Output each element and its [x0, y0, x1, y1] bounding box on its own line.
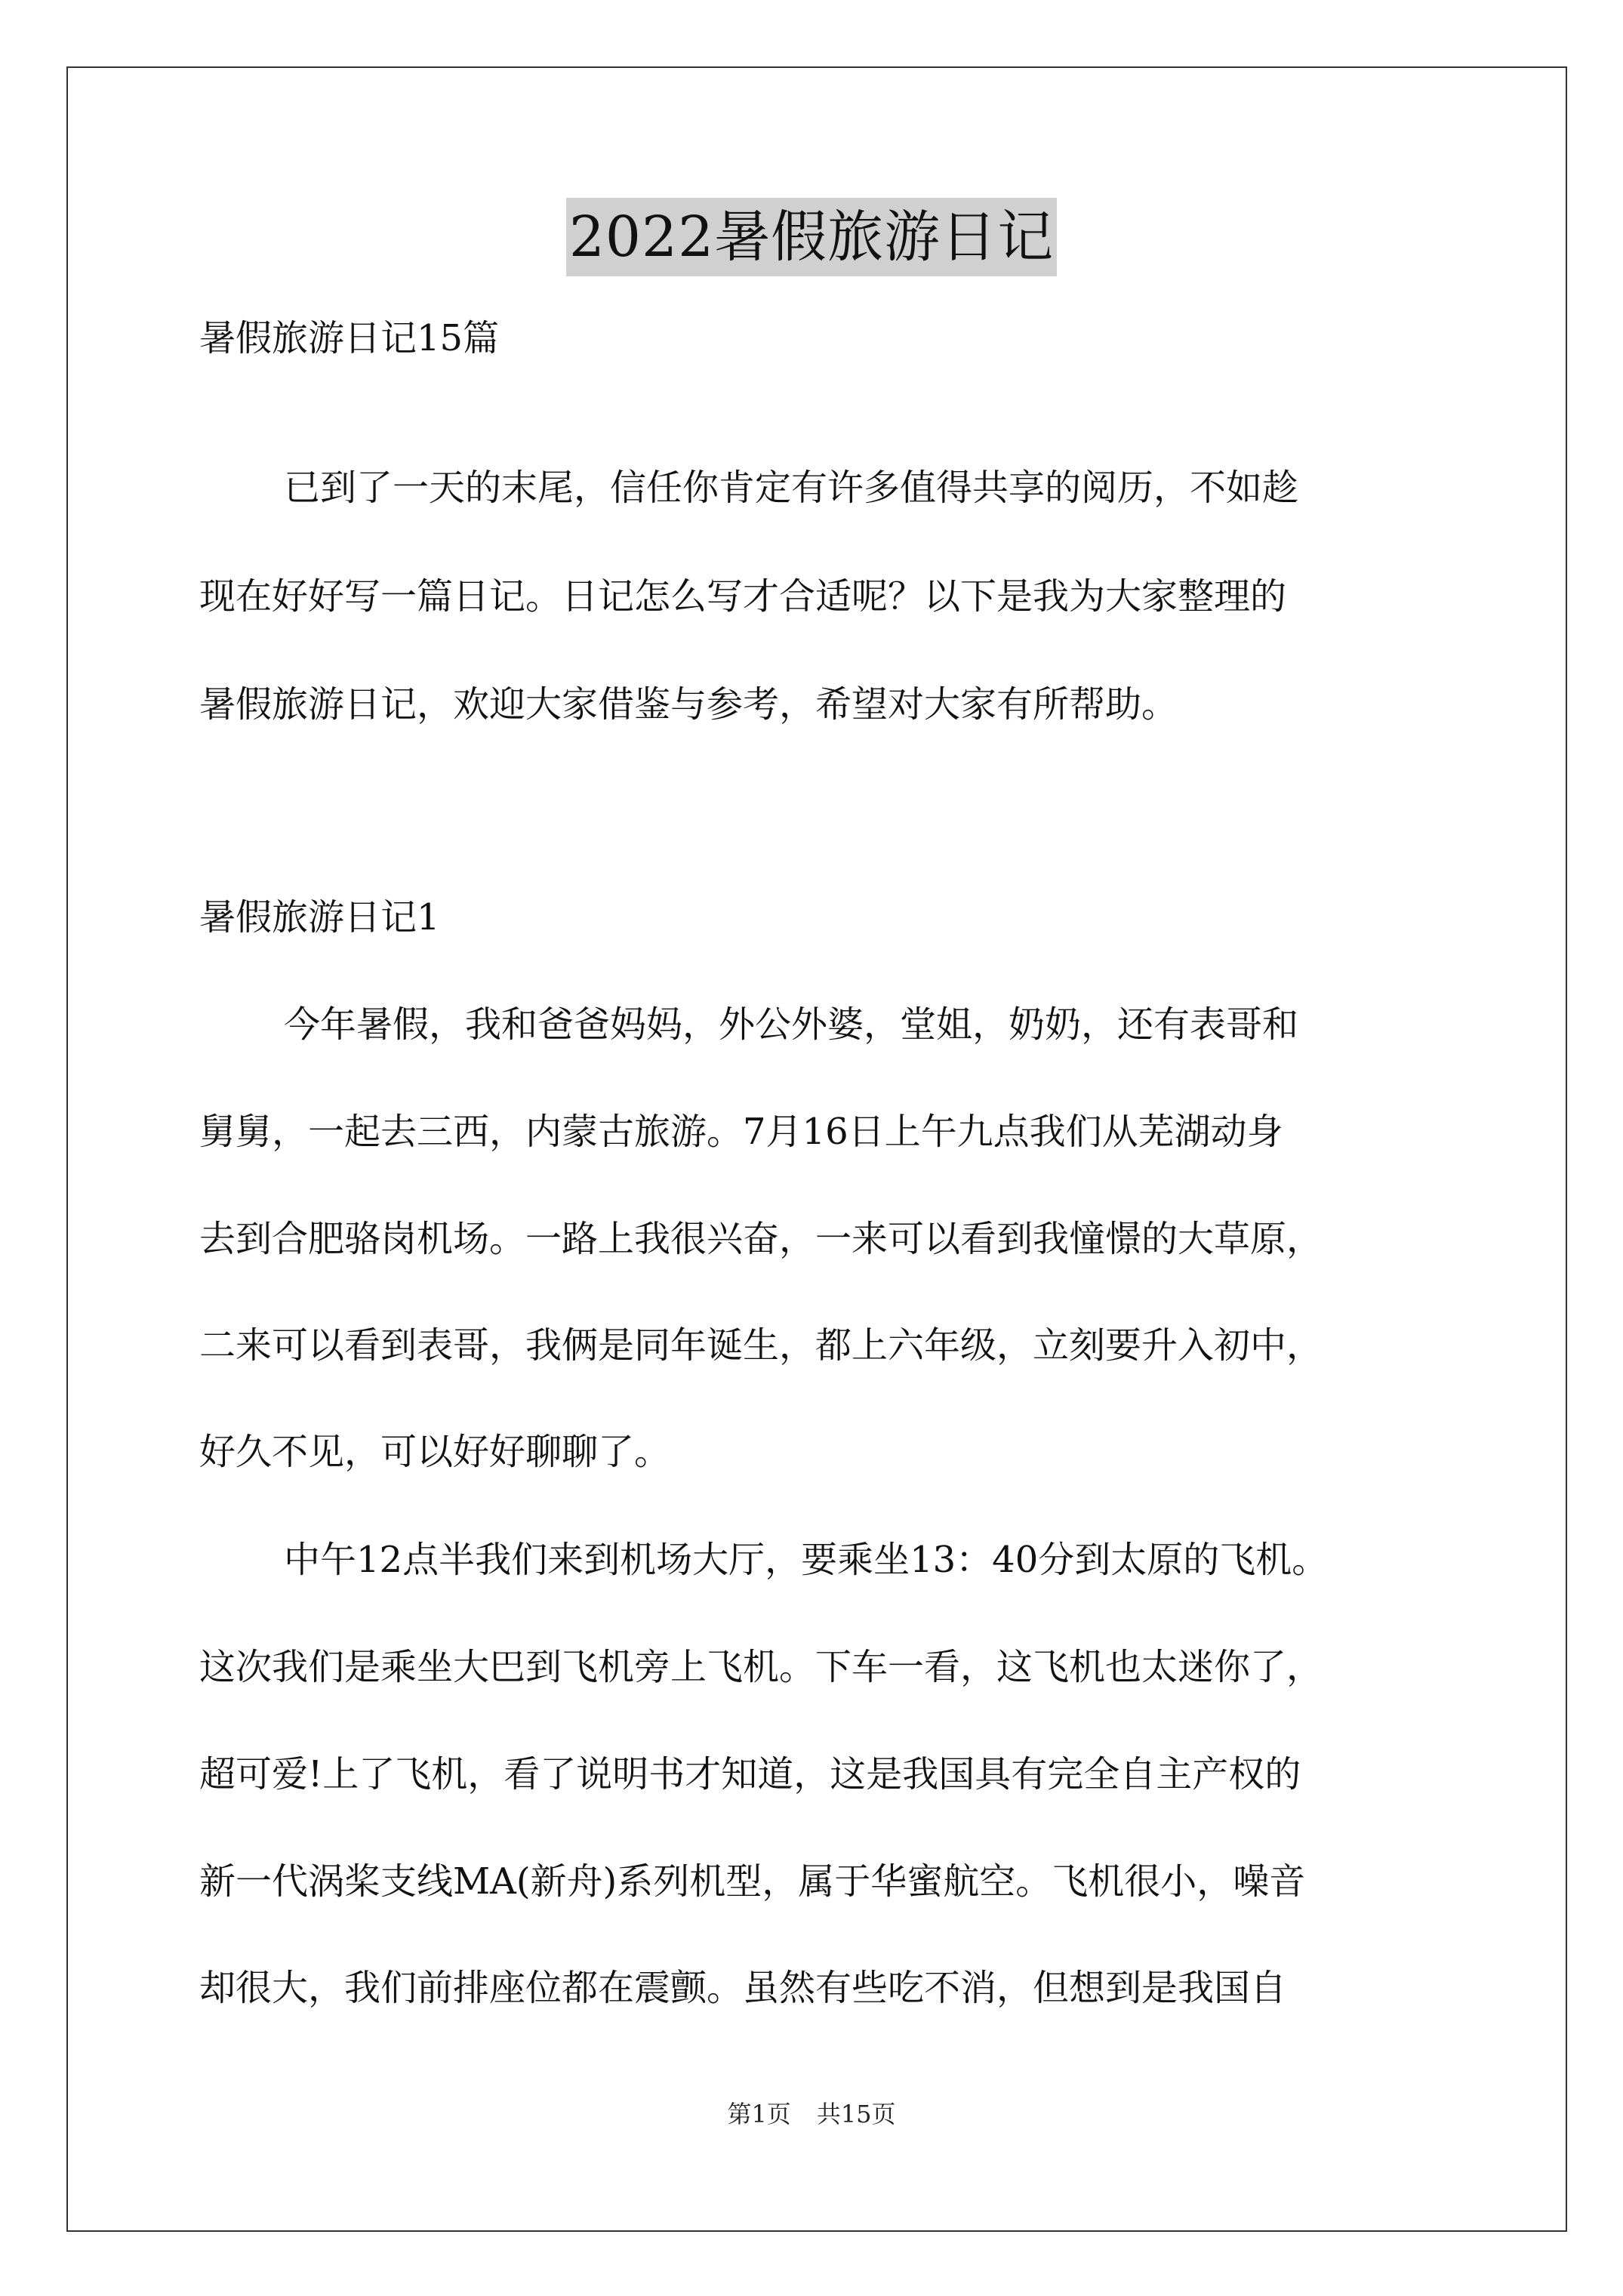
page-number: 第1页	[727, 2100, 791, 2128]
paragraph2-line-2: 这次我们是乘坐大巴到飞机旁上飞机。下车一看，这飞机也太迷你了，	[199, 1646, 1323, 1688]
document-title: 2022暑假旅游日记	[566, 198, 1057, 276]
paragraph1-line-1: 今年暑假，我和爸爸妈妈，外公外婆，堂姐，奶奶，还有表哥和	[284, 1003, 1299, 1046]
section-heading: 暑假旅游日记1	[199, 896, 440, 938]
page-total: 共15页	[816, 2100, 896, 2128]
intro-line-1: 已到了一天的末尾，信任你肯定有许多值得共享的阅历，不如趁	[284, 467, 1299, 509]
document-subtitle: 暑假旅游日记15篇	[199, 317, 500, 359]
intro-line-2: 现在好好写一篇日记。日记怎么写才合适呢？以下是我为大家整理的	[199, 575, 1287, 618]
paragraph1-line-4: 二来可以看到表哥，我俩是同年诞生，都上六年级，立刻要升入初中，	[199, 1324, 1323, 1367]
paragraph2-line-5: 却很大，我们前排座位都在震颤。虽然有些吃不消，但想到是我国自	[199, 1967, 1287, 2009]
title-container	[0, 198, 1623, 276]
paragraph1-line-5: 好久不见，可以好好聊聊了。	[199, 1431, 671, 1473]
intro-line-3: 暑假旅游日记，欢迎大家借鉴与参考，希望对大家有所帮助。	[199, 683, 1178, 726]
paragraph2-line-4: 新一代涡桨支线MA(新舟)系列机型，属于华蜜航空。飞机很小，噪音	[199, 1860, 1306, 1903]
paragraph2-line-3: 超可爱!上了飞机，看了说明书才知道，这是我国具有完全自主产权的	[199, 1753, 1301, 1795]
paragraph1-line-2: 舅舅，一起去三西，内蒙古旅游。7月16日上午九点我们从芜湖动身	[199, 1111, 1283, 1153]
paragraph1-line-3: 去到合肥骆岗机场。一路上我很兴奋，一来可以看到我憧憬的大草原，	[199, 1218, 1323, 1260]
page-footer	[0, 2099, 1623, 2129]
paragraph2-line-1: 中午12点半我们来到机场大厅，要乘坐13：40分到太原的飞机。	[284, 1539, 1329, 1581]
